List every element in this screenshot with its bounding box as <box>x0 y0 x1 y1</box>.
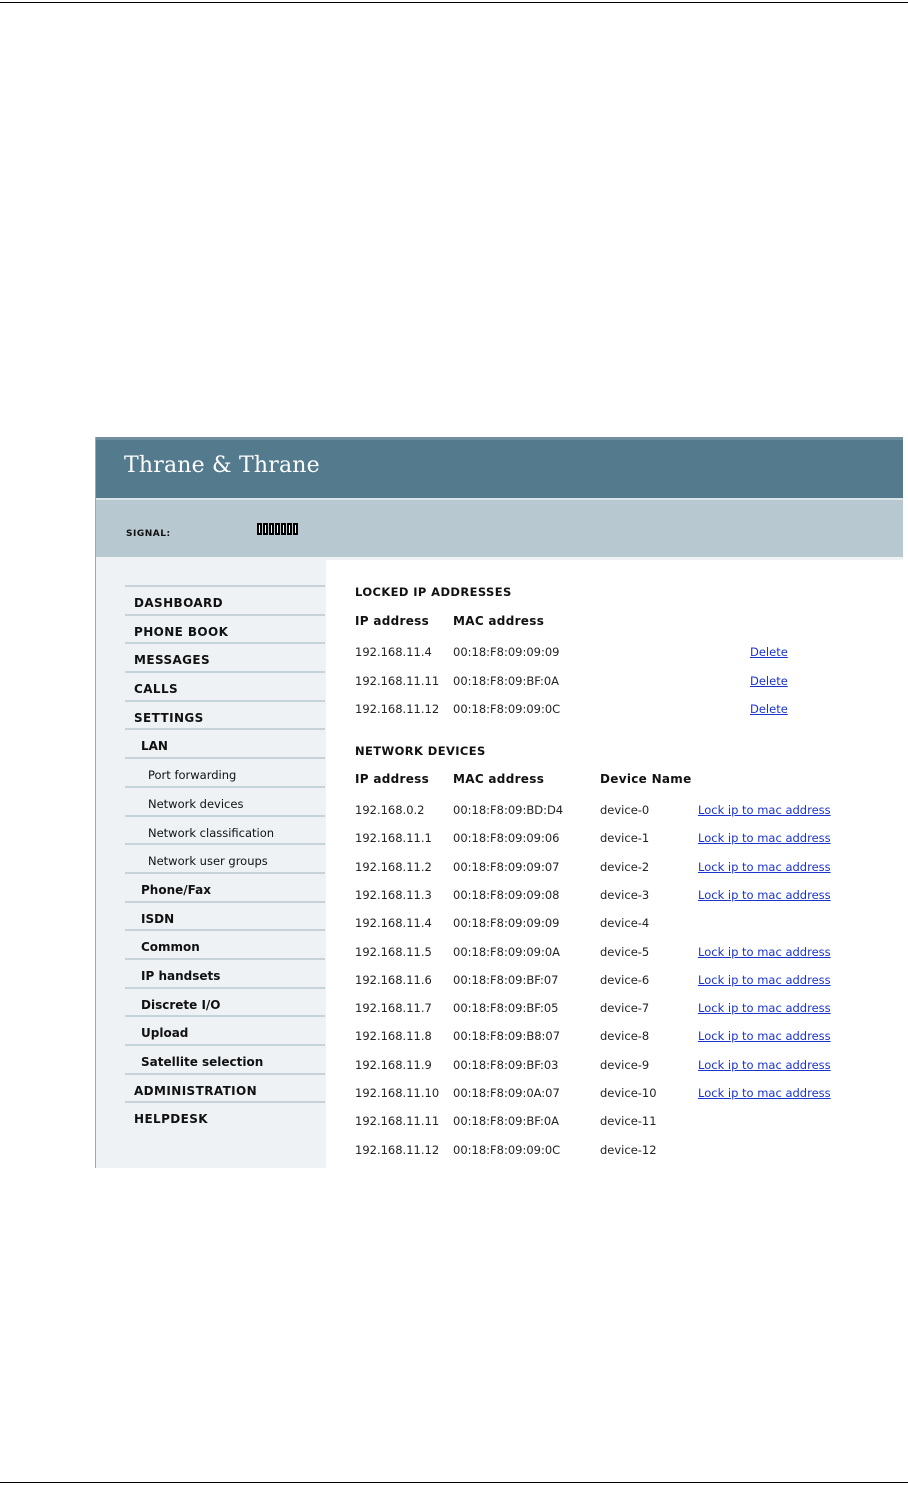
device-name-cell: device-11 <box>600 1114 657 1129</box>
delete-link[interactable]: Delete <box>750 702 788 716</box>
ip-cell: 192.168.11.11 <box>355 673 440 688</box>
device-name-cell: device-8 <box>600 1029 650 1044</box>
lock-ip-to-mac-link[interactable]: Lock ip to mac address <box>698 859 831 874</box>
sidebar-item-phone-fax[interactable]: Phone/Fax <box>125 872 325 901</box>
brand-logo: Thrane & Thrane <box>124 453 320 478</box>
ip-cell: 192.168.11.6 <box>355 972 432 987</box>
sidebar-item-discrete-i-o[interactable]: Discrete I/O <box>125 987 325 1016</box>
header-banner <box>96 437 903 500</box>
page-top-rule <box>0 2 908 3</box>
mac-cell: 00:18:F8:09:09:09 <box>453 916 560 931</box>
mac-cell: 00:18:F8:09:09:09 <box>453 645 560 659</box>
signal-bar-segment <box>269 523 274 535</box>
sidebar-item-network-classification[interactable]: Network classification <box>125 815 325 844</box>
device-name-cell: device-1 <box>600 831 650 846</box>
sidebar-item-calls[interactable]: CALLS <box>125 671 325 700</box>
device-name-cell: device-10 <box>600 1086 657 1100</box>
mac-cell: 00:18:F8:09:BF:05 <box>453 1001 559 1016</box>
mac-cell: 00:18:F8:09:09:0C <box>453 702 561 716</box>
mac-cell: 00:18:F8:09:BF:03 <box>453 1057 559 1072</box>
mac-cell: 00:18:F8:09:BD:D4 <box>453 803 564 817</box>
device-name-cell: device-12 <box>600 1142 657 1157</box>
signal-bar-segment <box>257 523 262 535</box>
mac-cell: 00:18:F8:09:B8:07 <box>453 1029 561 1044</box>
header-hatch <box>96 437 903 440</box>
sidebar-item-port-forwarding[interactable]: Port forwarding <box>125 757 325 786</box>
sidebar-item-helpdesk[interactable]: HELPDESK <box>125 1101 325 1130</box>
lock-ip-to-mac-link[interactable]: Lock ip to mac address <box>698 831 831 846</box>
device-name-cell: device-6 <box>600 972 650 987</box>
devices-header-name: Device Name <box>600 772 692 786</box>
ip-cell: 192.168.11.11 <box>355 1114 440 1129</box>
device-name-cell: device-9 <box>600 1057 650 1072</box>
lock-ip-to-mac-link[interactable]: Lock ip to mac address <box>698 803 831 817</box>
delete-link[interactable]: Delete <box>750 645 788 659</box>
mac-cell: 00:18:F8:09:09:06 <box>453 831 560 846</box>
lock-ip-to-mac-link[interactable]: Lock ip to mac address <box>698 887 831 902</box>
signal-bar-segment <box>263 523 268 535</box>
ip-cell: 192.168.11.9 <box>355 1057 432 1072</box>
mac-cell: 00:18:F8:09:BF:0A <box>453 1114 559 1129</box>
mac-cell: 00:18:F8:09:09:08 <box>453 887 560 902</box>
ip-cell: 192.168.11.4 <box>355 916 432 931</box>
signal-label: SIGNAL: <box>126 529 171 539</box>
sidebar-item-network-devices[interactable]: Network devices <box>125 786 325 815</box>
device-name-cell: device-7 <box>600 1001 650 1016</box>
sidebar-item-upload[interactable]: Upload <box>125 1015 325 1044</box>
lock-ip-to-mac-link[interactable]: Lock ip to mac address <box>698 972 831 987</box>
ip-cell: 192.168.11.2 <box>355 859 432 874</box>
ip-cell: 192.168.11.7 <box>355 1001 432 1016</box>
sidebar-item-ip-handsets[interactable]: IP handsets <box>125 958 325 987</box>
lock-ip-to-mac-link[interactable]: Lock ip to mac address <box>698 1001 831 1016</box>
sidebar-item-isdn[interactable]: ISDN <box>125 901 325 930</box>
ip-cell: 192.168.0.2 <box>355 803 425 817</box>
signal-bar-segment <box>281 523 286 535</box>
signal-strength-indicator <box>257 523 298 535</box>
locked-header-mac: MAC address <box>453 614 545 628</box>
locked-header-ip: IP address <box>355 614 430 628</box>
sidebar-item-satellite-selection[interactable]: Satellite selection <box>125 1044 325 1073</box>
signal-bar-segment <box>293 523 298 535</box>
lock-ip-to-mac-link[interactable]: Lock ip to mac address <box>698 1057 831 1072</box>
ip-cell: 192.168.11.3 <box>355 887 432 902</box>
lock-ip-to-mac-link[interactable]: Lock ip to mac address <box>698 944 831 959</box>
sidebar-nav <box>125 585 325 1130</box>
signal-bar <box>96 500 903 557</box>
mac-cell: 00:18:F8:09:BF:07 <box>453 972 559 987</box>
signal-bar-segment <box>287 523 292 535</box>
ip-cell: 192.168.11.1 <box>355 831 432 846</box>
device-name-cell: device-0 <box>600 803 650 817</box>
sidebar-item-administration[interactable]: ADMINISTRATION <box>125 1073 325 1102</box>
mac-cell: 00:18:F8:09:09:0C <box>453 1142 561 1157</box>
mac-cell: 00:18:F8:09:09:07 <box>453 859 560 874</box>
locked-section-title: LOCKED IP ADDRESSES <box>355 585 512 599</box>
ip-cell: 192.168.11.5 <box>355 944 432 959</box>
sidebar-item-common[interactable]: Common <box>125 929 325 958</box>
devices-header-ip: IP address <box>355 772 430 786</box>
sidebar-item-messages[interactable]: MESSAGES <box>125 642 325 671</box>
ip-cell: 192.168.11.10 <box>355 1086 440 1100</box>
device-name-cell: device-3 <box>600 887 650 902</box>
sidebar-item-settings[interactable]: SETTINGS <box>125 700 325 729</box>
device-name-cell: device-2 <box>600 859 650 874</box>
ip-cell: 192.168.11.12 <box>355 702 440 716</box>
devices-section-title: NETWORK DEVICES <box>355 744 486 758</box>
device-name-cell: device-4 <box>600 916 650 931</box>
ip-cell: 192.168.11.4 <box>355 645 432 659</box>
delete-link[interactable]: Delete <box>750 673 788 688</box>
mac-cell: 00:18:F8:09:0A:07 <box>453 1086 560 1100</box>
web-ui-screenshot <box>95 437 903 1168</box>
sidebar-item-lan[interactable]: LAN <box>125 728 325 757</box>
lock-ip-to-mac-link[interactable]: Lock ip to mac address <box>698 1086 831 1100</box>
ip-cell: 192.168.11.8 <box>355 1029 432 1044</box>
mac-cell: 00:18:F8:09:BF:0A <box>453 673 559 688</box>
device-name-cell: device-5 <box>600 944 650 959</box>
devices-header-mac: MAC address <box>453 772 545 786</box>
signal-bar-segment <box>275 523 280 535</box>
ip-cell: 192.168.11.12 <box>355 1142 440 1157</box>
main-content <box>326 560 903 1168</box>
sidebar-item-network-user-groups[interactable]: Network user groups <box>125 843 325 872</box>
lock-ip-to-mac-link[interactable]: Lock ip to mac address <box>698 1029 831 1044</box>
page-bottom-rule <box>0 1482 908 1483</box>
sidebar-item-phone-book[interactable]: PHONE BOOK <box>125 614 325 643</box>
mac-cell: 00:18:F8:09:09:0A <box>453 944 561 959</box>
sidebar-item-dashboard[interactable]: DASHBOARD <box>125 585 325 614</box>
